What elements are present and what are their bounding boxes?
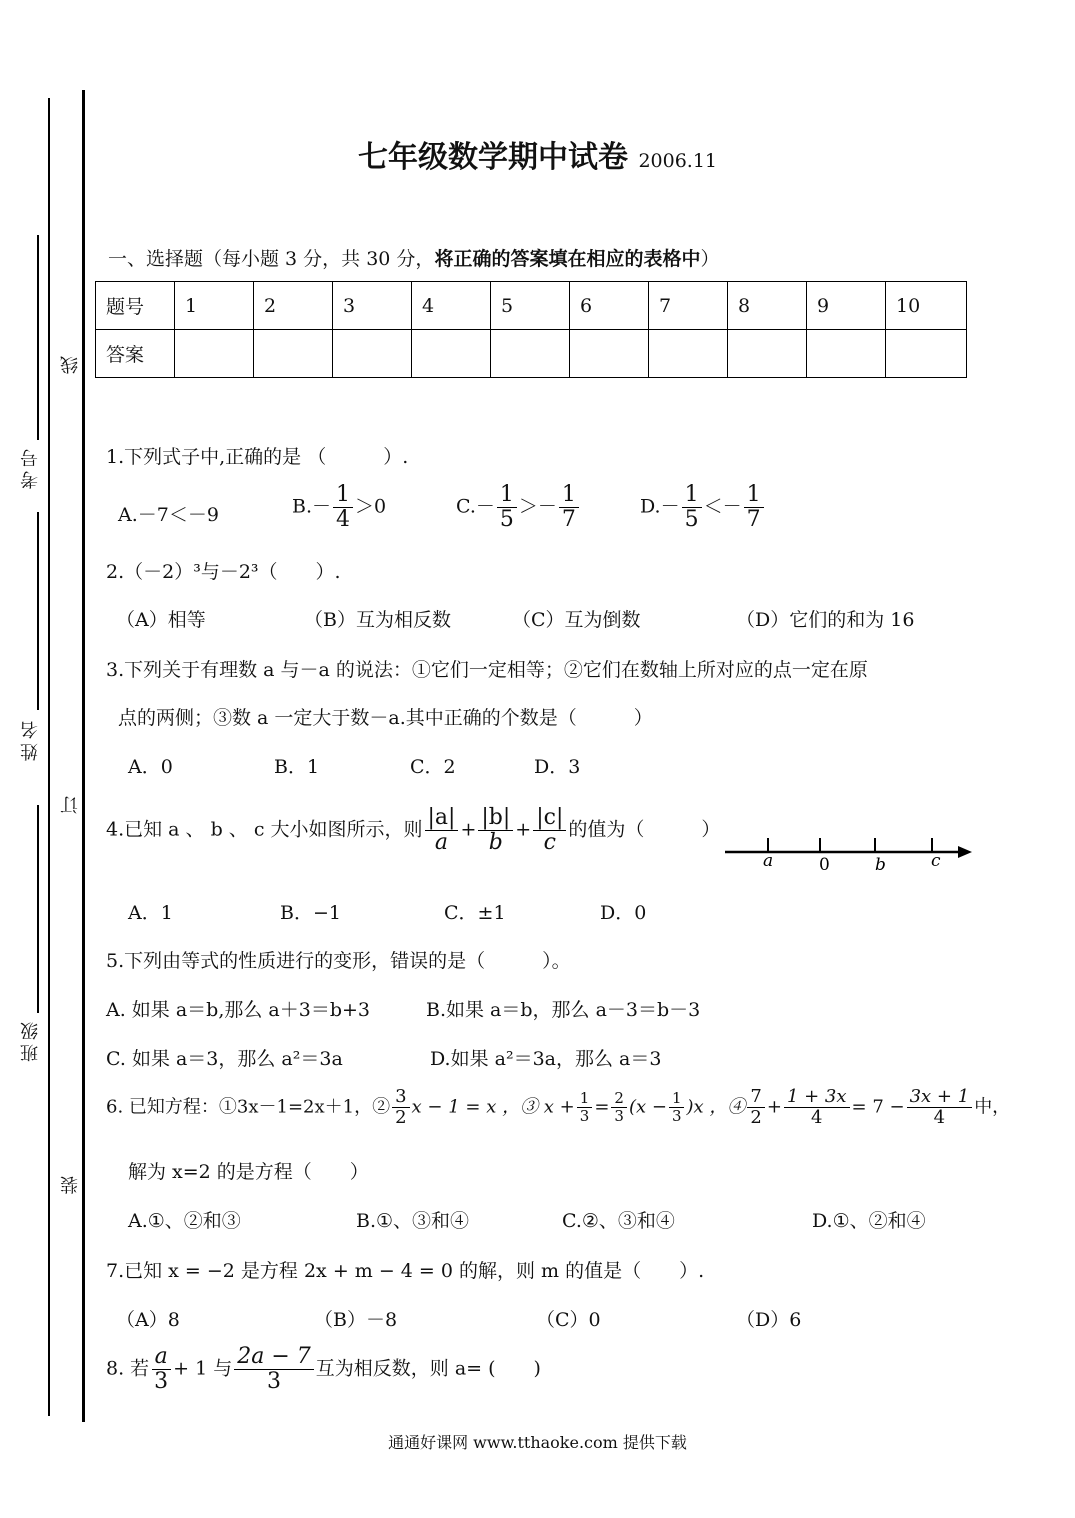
q3-line2: 点的两侧；③数 a 一定大于数－a.其中正确的个数是（ ） [118, 707, 653, 729]
answer-cell[interactable] [412, 330, 491, 378]
table-cell: 9 [807, 282, 886, 330]
answer-cell[interactable] [333, 330, 412, 378]
q4-stem: 4.已知 a 、 b 、 c 大小如图所示，则 $\frac{|a|}{a}$ + $\frac{|b|}{b}$ + $\frac{|c|}{c}$ 的值为（ ） [106, 805, 721, 856]
inner-margin-line [82, 90, 85, 1422]
answer-cell[interactable] [649, 330, 728, 378]
page-title: 七年级数学期中试卷 2006.11 [357, 140, 718, 175]
q6-option-a: A.①、②和③ [128, 1210, 241, 1232]
xian-label: 线 [60, 352, 81, 374]
axis-label-0: 0 [819, 855, 830, 875]
table-row [96, 330, 967, 378]
answer-cell[interactable] [570, 330, 649, 378]
banji-line [37, 805, 39, 1013]
q7-option-c: （C）0 [536, 1309, 601, 1331]
table-cell: 8 [728, 282, 807, 330]
q5-option-b: B.如果 a＝b，那么 a－3＝b－3 [426, 999, 701, 1021]
table-cell: 6 [570, 282, 649, 330]
table-cell: 2 [254, 282, 333, 330]
q2-stem: 2.（－2）³与－2³（ ）. [106, 561, 341, 583]
table-cell: 7 [649, 282, 728, 330]
q6-option-c: C.②、③和④ [562, 1210, 675, 1232]
q6-stem: 6. 已知方程：①3x－1=2x＋1，② $\frac{3}{2}$ x − 1 = x ，③ x + $\frac{1}{3}$ = $\frac{2}{3}$ (x − $\frac{1}{3}$ )x ，④ $\frac{7}{2}$ + $\frac{1 + 3x}{4}$ = 7 − $\frac{3x + 1}{4}$ 中， [106, 1086, 1011, 1128]
xingming-label: 姓名 [20, 717, 41, 761]
table-cell: 10 [886, 282, 967, 330]
q5-option-a: A. 如果 a＝b,那么 a＋3＝b+3 [106, 999, 370, 1021]
q6-line2: 解为 x=2 的是方程（ ） [128, 1161, 369, 1183]
table-cell: 答案 [96, 330, 175, 378]
q2-option-d: （D）它们的和为 16 [736, 609, 915, 631]
q1-option-c: C.－ $\frac{1}{5}$ ＞－ $\frac{1}{7}$ [456, 483, 581, 532]
q1-option-a: A.－7＜－9 [118, 504, 219, 526]
table-cell: 5 [491, 282, 570, 330]
q1-option-b: B.－ $\frac{1}{4}$ ＞0 [292, 482, 387, 533]
footer-credit: 通通好课网 www.tthaoke.com 提供下载 [388, 1433, 687, 1452]
answer-cell[interactable] [254, 330, 333, 378]
answer-cell[interactable] [728, 330, 807, 378]
q7-option-b: （B）－8 [314, 1309, 398, 1331]
q7-option-a: （A）8 [116, 1309, 180, 1331]
q3-option-a: A．0 [128, 756, 173, 778]
q4-option-d: D．0 [600, 902, 647, 924]
q5-option-d: D.如果 a²＝3a，那么 a＝3 [430, 1048, 662, 1070]
q8-stem: 8. 若 $\frac{a}{3}$ + 1 与 $\frac{2a - 7}{3}$ 互为相反数，则 a= ( ) [106, 1344, 541, 1395]
q1-stem: 1.下列式子中,正确的是 （ ）. [106, 446, 409, 468]
answer-cell[interactable] [491, 330, 570, 378]
q3-option-c: C．2 [410, 756, 456, 778]
q1-option-d: D.－ $\frac{1}{5}$ ＜－ $\frac{1}{7}$ [640, 483, 766, 532]
table-cell: 1 [175, 282, 254, 330]
answer-table [95, 281, 967, 378]
table-cell: 3 [333, 282, 412, 330]
axis-label-b: b [875, 855, 886, 875]
ding-label: 订 [60, 792, 81, 814]
q3-line1: 3.下列关于有理数 a 与－a 的说法：①它们一定相等；②它们在数轴上所对应的点一定在原 [106, 659, 868, 681]
q4-option-a: A．1 [128, 902, 173, 924]
q2-option-a: （A）相等 [116, 609, 206, 631]
outer-margin-line [48, 98, 50, 1416]
q2-option-c: （C）互为倒数 [512, 609, 641, 631]
q4-option-b: B．−1 [280, 902, 341, 924]
q7-stem: 7.已知 x = −2 是方程 2x + m − 4 = 0 的解，则 m 的值是（ ）. [106, 1260, 705, 1282]
q5-stem: 5.下列由等式的性质进行的变形，错误的是（ ）。 [106, 950, 571, 972]
q4-option-c: C．±1 [444, 902, 506, 924]
q6-option-b: B.①、③和④ [356, 1210, 470, 1232]
q6-option-d: D.①、②和④ [812, 1210, 926, 1232]
xingming-line [37, 512, 39, 710]
answer-cell[interactable] [807, 330, 886, 378]
banji-label: 班级 [20, 1018, 41, 1062]
kaohao-line [37, 235, 39, 440]
zhuang-label: 装 [60, 1172, 81, 1194]
q5-option-c: C. 如果 a＝3，那么 a²＝3a [106, 1048, 343, 1070]
answer-cell[interactable] [886, 330, 967, 378]
axis-label-c: c [931, 851, 941, 871]
q3-option-d: D．3 [534, 756, 581, 778]
section-heading: 一、选择题（每小题 3 分，共 30 分，将正确的答案填在相应的表格中） [108, 248, 720, 270]
table-row [96, 282, 967, 330]
kaohao-label: 考号 [20, 445, 41, 489]
exam-date: 2006.11 [638, 150, 718, 172]
axis-label-a: a [763, 851, 774, 871]
q7-option-d: （D）6 [736, 1309, 802, 1331]
number-line-figure [720, 830, 975, 880]
table-cell: 题号 [96, 282, 175, 330]
table-cell: 4 [412, 282, 491, 330]
q3-option-b: B．1 [274, 756, 320, 778]
q2-option-b: （B）互为相反数 [304, 609, 451, 631]
answer-cell[interactable] [175, 330, 254, 378]
